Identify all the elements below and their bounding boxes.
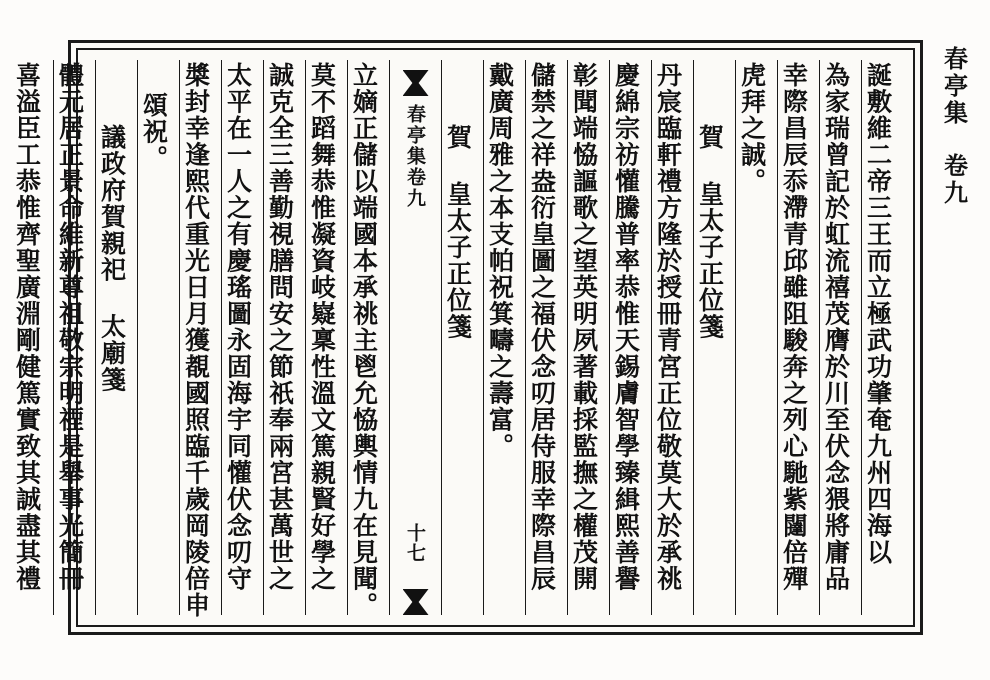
column-text: 太平在一人之有慶瑤圖永固海宇同懽伏念叨守 <box>223 62 253 592</box>
column-text: 誕敷維二帝三王而立極武功肇奄九州四海以 <box>863 62 893 566</box>
column-text: 慶綿宗祊懽騰普率恭惟天錫膚智學臻緝熙善譽 <box>611 62 641 592</box>
section-heading: 賀 皇太子正位箋 <box>443 124 473 340</box>
text-column <box>305 60 347 615</box>
text-column <box>777 60 819 615</box>
column-text: 頌祝。 <box>139 92 169 172</box>
column-text: 虎拜之誠。 <box>737 62 767 195</box>
text-column <box>53 60 95 615</box>
column-text: 體元居正景命維新尊祖敬宗明禋是舉事光簡冊 <box>55 62 85 592</box>
fold-title: 春亭集卷九 <box>404 104 426 209</box>
column-text: 立嫡正儲以端國本承祧主鬯允恊輿情九在見聞。 <box>349 62 379 619</box>
text-block <box>12 40 923 635</box>
column-container <box>12 60 903 619</box>
running-head-volume: 卷九 <box>939 153 969 207</box>
folio-number: 十七 <box>404 523 426 563</box>
text-column <box>11 60 53 615</box>
text-column <box>137 60 179 615</box>
column-text: 戴廣周雅之本支帕祝箕疇之壽富。 <box>485 62 515 460</box>
text-column <box>861 60 903 615</box>
text-column <box>483 60 525 615</box>
text-column <box>819 60 861 615</box>
fishtail-mark-lower-icon <box>403 589 429 615</box>
text-column <box>263 60 305 615</box>
running-head-title: 春亭集 <box>939 46 969 127</box>
text-column <box>609 60 651 615</box>
text-column <box>651 60 693 615</box>
column-text: 莫不蹈舞恭惟凝資岐嶷稟性溫文篤親賢好學之 <box>307 62 337 592</box>
column-text: 喜溢臣工恭惟齊聖廣淵剛健篤實致其誠盡其禮 <box>12 62 42 592</box>
text-column <box>179 60 221 619</box>
center-fold-column <box>389 60 441 615</box>
column-text: 幸際昌辰忝滯青邱雖阻駿奔之列心馳紫闥倍殫 <box>779 62 809 592</box>
text-column <box>221 60 263 615</box>
column-text: 誠克全三善勤視膳問安之節祇奉兩宮甚萬世之 <box>265 62 295 592</box>
section-heading-column <box>95 60 137 615</box>
fishtail-mark-icon <box>403 70 429 96</box>
section-heading-column <box>441 60 483 615</box>
text-block-inner-rule <box>12 48 915 627</box>
section-heading-column <box>693 60 735 615</box>
running-head <box>928 46 980 207</box>
section-heading: 議政府賀親祀 太廟箋 <box>97 124 127 393</box>
column-text: 為家瑞曾記於虹流禧茂膺於川至伏念猥將庸品 <box>821 62 851 592</box>
text-column <box>735 60 777 615</box>
column-text: 彰聞端恊謳歌之望英明夙著載採監撫之權茂開 <box>569 62 599 592</box>
column-text: 儲禁之祥盎衍皇圖之福伏念叨居侍服幸際昌辰 <box>527 62 557 592</box>
section-heading: 賀 皇太子正位箋 <box>695 124 725 340</box>
text-column <box>567 60 609 615</box>
text-column <box>525 60 567 615</box>
column-text: 丹宸臨軒禮方隆於授冊青宮正位敬莫大於承祧 <box>653 62 683 592</box>
column-text: 槳封幸逢熙代重光日月獲覩國照臨千歲岡陵倍申 <box>181 62 211 619</box>
text-column <box>347 60 389 619</box>
